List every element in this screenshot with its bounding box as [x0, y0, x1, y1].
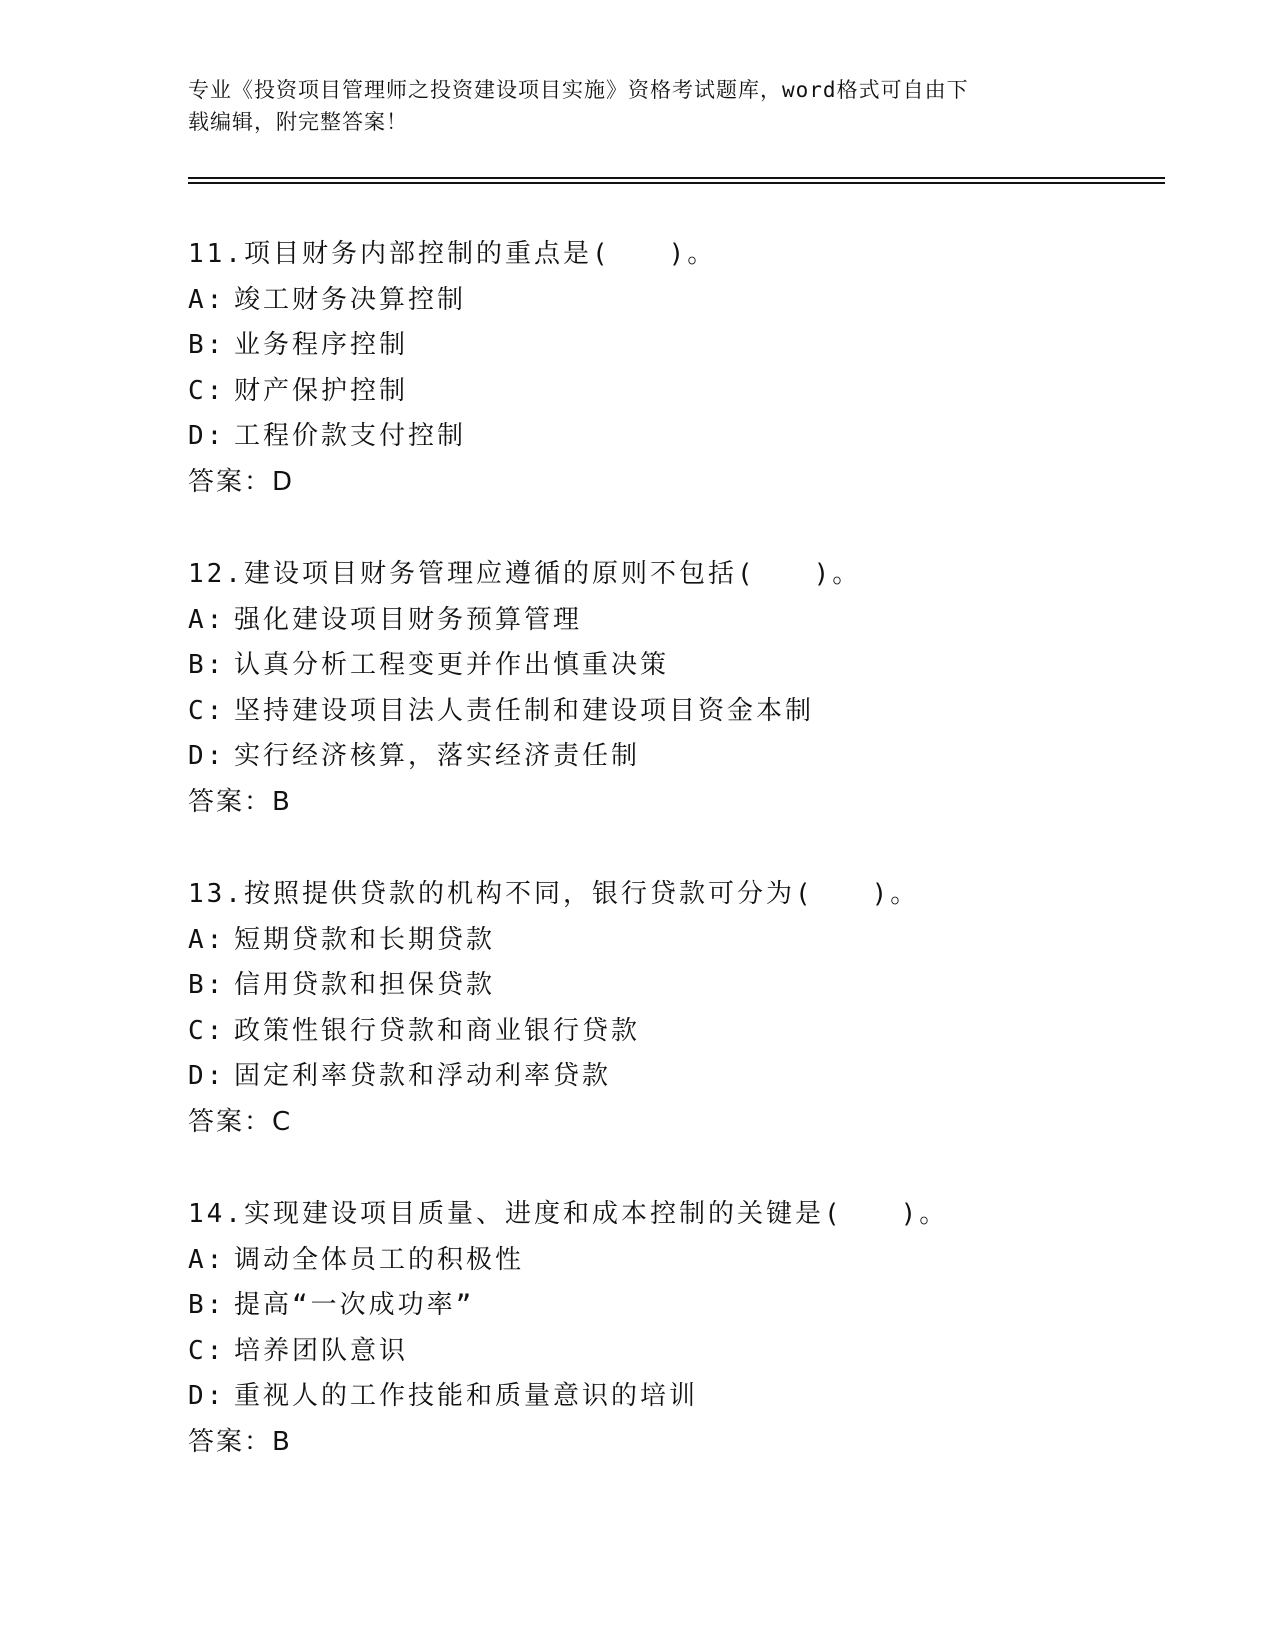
question-stem: 12.建设项目财务管理应遵循的原则不包括( )。 — [188, 559, 862, 589]
header-divider-top — [188, 177, 1165, 179]
answer-line: 答案：B — [188, 786, 292, 817]
option-b — [188, 1283, 1168, 1329]
option-text: 财产保护控制 — [234, 375, 409, 406]
option-d — [188, 1054, 1168, 1100]
option-key: D: — [188, 1061, 226, 1092]
option-d — [188, 1374, 1168, 1420]
question-block — [188, 552, 1168, 826]
header-line-2: 载编辑，附完整答案！ — [188, 110, 408, 134]
option-text: 强化建设项目财务预算管理 — [234, 604, 583, 635]
option-text: 培养团队意识 — [234, 1335, 409, 1366]
option-text: 短期贷款和长期贷款 — [234, 924, 496, 955]
option-text: 固定利率贷款和浮动利率贷款 — [234, 1061, 612, 1092]
option-text: 坚持建设项目法人责任制和建设项目资金本制 — [234, 695, 815, 726]
option-b — [188, 963, 1168, 1009]
option-key: B: — [188, 650, 226, 681]
option-c — [188, 369, 1168, 415]
option-text: 业务程序控制 — [234, 330, 409, 361]
option-d — [188, 734, 1168, 780]
option-key: D: — [188, 1381, 226, 1412]
question-block — [188, 872, 1168, 1146]
option-b — [188, 323, 1168, 369]
option-a — [188, 1238, 1168, 1284]
option-key: B: — [188, 330, 226, 361]
option-text: 工程价款支付控制 — [234, 421, 467, 452]
question-stem: 11.项目财务内部控制的重点是( )。 — [188, 239, 717, 269]
option-key: A: — [188, 1244, 226, 1275]
option-key: C: — [188, 1335, 226, 1366]
option-text: 政策性银行贷款和商业银行贷款 — [234, 1015, 641, 1046]
option-text: 认真分析工程变更并作出慎重决策 — [234, 650, 670, 681]
option-text: 调动全体员工的积极性 — [234, 1244, 525, 1275]
option-key: A: — [188, 924, 226, 955]
option-key: A: — [188, 284, 226, 315]
answer-line: 答案：B — [188, 1426, 292, 1457]
option-text: 提高“一次成功率” — [234, 1290, 475, 1321]
option-text: 信用贷款和担保贷款 — [234, 970, 496, 1001]
question-stem: 14.实现建设项目质量、进度和成本控制的关键是( )。 — [188, 1199, 949, 1229]
answer-line: 答案：C — [188, 1106, 293, 1137]
option-c — [188, 689, 1168, 735]
header-line-1: 专业《投资项目管理师之投资建设项目实施》资格考试题库，word格式可自由下 — [188, 78, 969, 102]
option-key: A: — [188, 604, 226, 635]
option-a — [188, 278, 1168, 324]
option-key: C: — [188, 695, 226, 726]
option-key: C: — [188, 1015, 226, 1046]
option-text: 实行经济核算，落实经济责任制 — [234, 741, 641, 772]
option-key: C: — [188, 375, 226, 406]
option-c — [188, 1329, 1168, 1375]
question-block — [188, 232, 1168, 506]
option-text: 竣工财务决算控制 — [234, 284, 467, 315]
question-stem: 13.按照提供贷款的机构不同，银行贷款可分为( )。 — [188, 879, 920, 909]
option-a — [188, 598, 1168, 644]
option-b — [188, 643, 1168, 689]
answer-line: 答案：D — [188, 466, 295, 497]
document-header — [188, 74, 1088, 138]
option-key: D: — [188, 421, 226, 452]
question-block — [188, 1192, 1168, 1466]
option-key: B: — [188, 1290, 226, 1321]
header-divider-bottom — [188, 182, 1165, 184]
option-key: D: — [188, 741, 226, 772]
option-c — [188, 1009, 1168, 1055]
option-d — [188, 414, 1168, 460]
option-text: 重视人的工作技能和质量意识的培训 — [234, 1381, 699, 1412]
option-key: B: — [188, 970, 226, 1001]
option-a — [188, 918, 1168, 964]
